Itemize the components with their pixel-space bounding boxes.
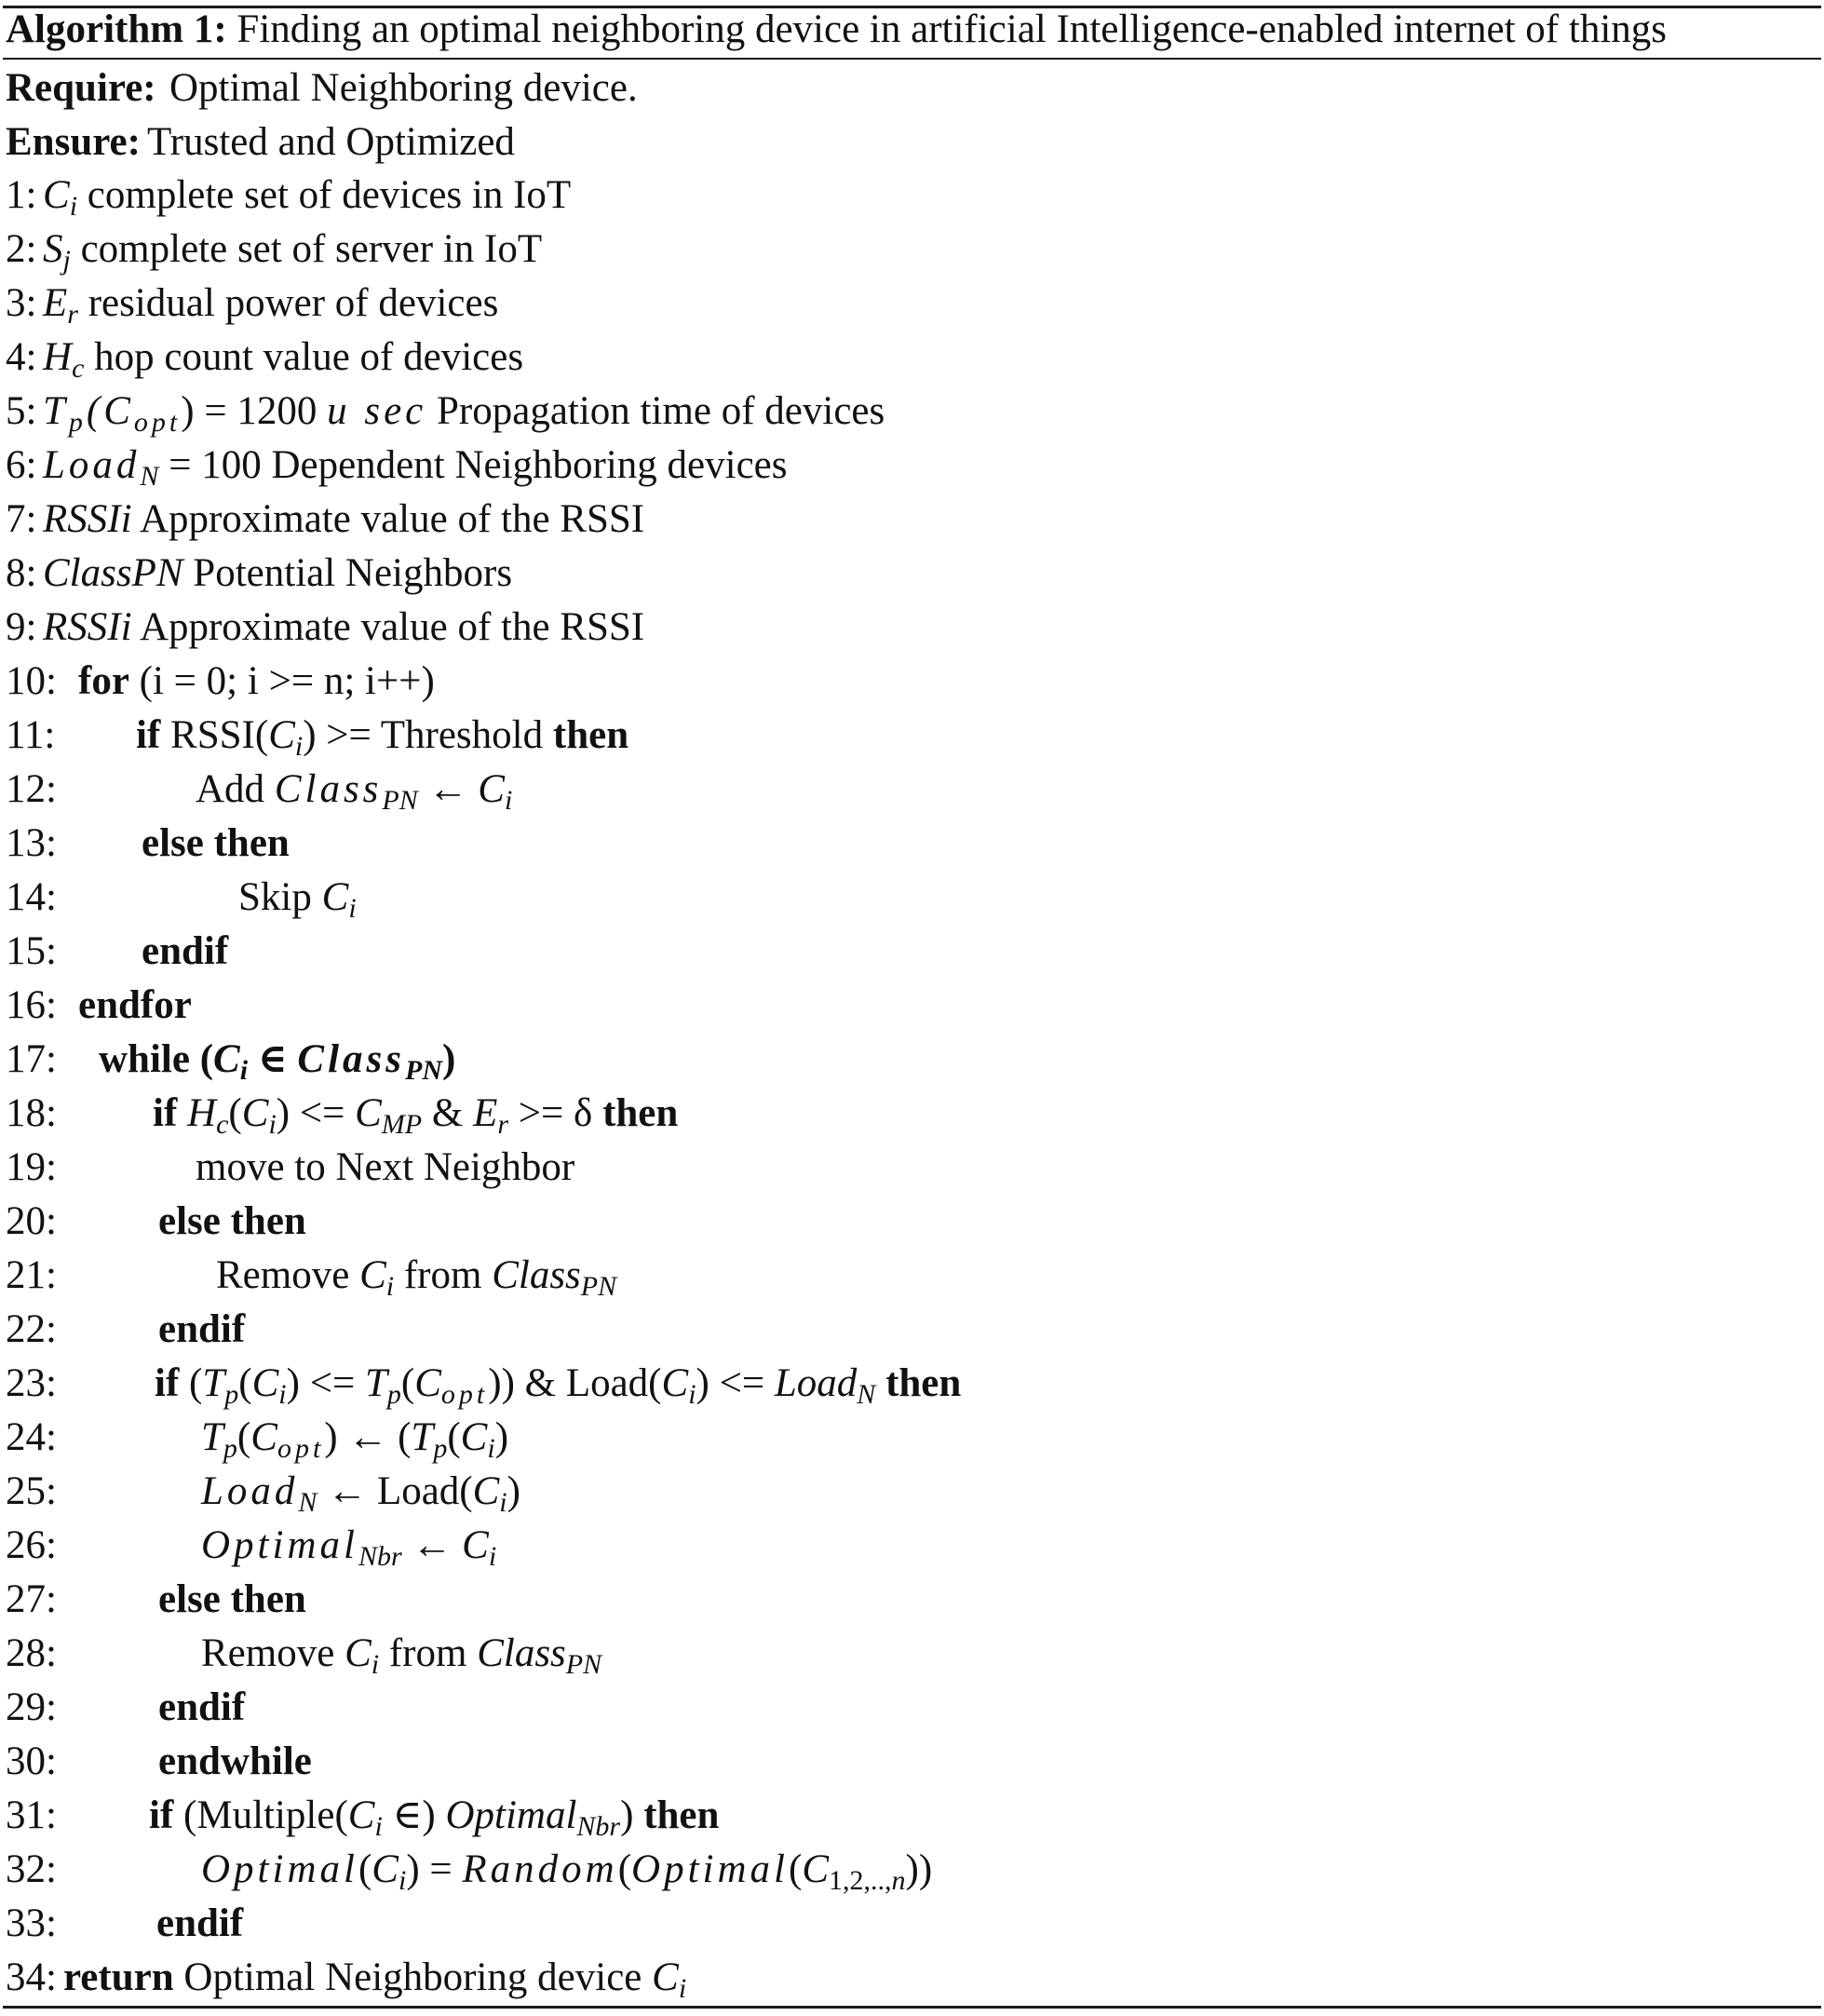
line-code [201,1843,932,1897]
line-text: ) <= [696,1361,765,1405]
line-text: ← Load( [327,1469,473,1513]
line-number: 16: [6,983,57,1027]
math-symbol: Random [462,1847,618,1891]
line-code [99,1033,455,1087]
line-code [43,547,512,601]
line-code [201,1411,508,1465]
keyword: then [885,1361,962,1405]
math-symbol: Optimal [201,1847,358,1891]
line-text: ( [236,1415,251,1459]
math-subscript: i [371,1649,380,1680]
math-subscript: r [67,299,78,330]
math-symbol: RSSIi [43,605,132,649]
math-symbol: ClassPN [43,551,183,595]
line-text: ) <= [286,1361,356,1405]
math-subscript: p [223,1433,237,1464]
math-subscript: j [62,245,71,276]
line-number: 5: [6,389,37,433]
line-number: 23: [6,1361,57,1405]
math-subscript: i [678,1973,687,2004]
line-text: ( [358,1847,372,1891]
line-number: 27: [6,1577,57,1621]
line-number: 8: [6,551,37,595]
math-subscript: MP [381,1109,423,1140]
math-symbol: C [462,1523,489,1567]
keyword: for [78,659,129,703]
line-text: from [403,1253,482,1297]
line-code [149,1789,719,1843]
line-text: Add [196,767,265,811]
math-subscript: r [497,1109,509,1140]
line-text: ) = 1200 [181,389,318,433]
math-subscript: N [298,1487,318,1518]
math-symbol: Class [274,767,383,811]
line-text: (Multiple( [183,1793,348,1837]
keyword: endif [158,1685,246,1729]
line-text: Remove [201,1631,335,1675]
keyword: endif [156,1901,244,1945]
math-symbol: Load [43,443,141,487]
math-subscript: i [348,893,357,924]
line-number: 29: [6,1685,57,1729]
line-number: 2: [6,227,37,271]
math-symbol: T [43,389,69,433]
keyword: endwhile [158,1739,312,1783]
line-number: 34: [6,1955,57,1999]
math-symbol: Optimal [445,1793,577,1837]
math-symbol: C [347,1793,375,1837]
math-subscript: 1,2,.., [829,1865,892,1896]
line-number: 15: [6,929,57,973]
line-text: & [431,1091,464,1135]
math-subscript: opt [133,407,182,438]
line-number: 31: [6,1793,57,1837]
line-text: ( [189,1361,203,1405]
line-number: 18: [6,1091,57,1135]
line-code [43,277,498,331]
math-subscript: i [294,731,304,762]
line-text: Approximate value of the RSSI [139,497,645,541]
line-text: ) = [406,1847,453,1891]
line-text: = 100 Dependent Neighboring devices [169,443,788,487]
math-subscript: i [504,785,513,816]
math-symbol: E [43,281,68,325]
line-text: RSSI( [170,713,269,757]
keyword: else then [158,1199,306,1243]
keyword: endif [142,929,229,973]
line-code [238,871,357,925]
math-symbol: C [321,875,349,919]
line-text: ( [238,1361,252,1405]
line-text: ) [620,1793,634,1837]
math-symbol: C [213,1037,240,1081]
keyword: if [136,713,161,757]
line-text: (i = 0; i >= n; i++) [139,659,435,703]
math-symbol: C [43,173,70,217]
math-subscript: i [69,191,78,222]
line-number: 14: [6,875,57,919]
line-number: 25: [6,1469,57,1513]
math-symbol: C [345,1631,372,1675]
math-symbol: T [201,1415,223,1459]
line-number: 28: [6,1631,57,1675]
line-text: ) >= Threshold [303,713,544,757]
line-text: ( [617,1847,632,1891]
math-subscript: N [857,1379,876,1410]
math-symbol: H [43,335,73,379]
keyword: while ( [99,1037,214,1081]
line-text: ) ← ( [324,1415,412,1459]
line-text: ( [228,1091,242,1135]
require-label: Require: [6,66,156,110]
keyword: if [155,1361,180,1405]
math-symbol: Class [477,1631,566,1675]
line-text: from [388,1631,467,1675]
math-symbol: C [478,767,505,811]
math-symbol: C [251,1361,279,1405]
line-text: complete set of devices in IoT [87,173,572,217]
math-subscript: i [688,1379,696,1410]
line-text: Potential Neighbors [193,551,513,595]
math-subscript: i [499,1487,507,1518]
keyword: then [643,1793,720,1837]
line-code [216,1249,616,1303]
line-number: 20: [6,1199,57,1243]
line-number: 30: [6,1739,57,1783]
math-symbol: C [460,1415,488,1459]
math-subscript: p [433,1433,448,1464]
line-text: move to Next Neighbor [196,1145,575,1189]
math-subscript: p [224,1379,239,1410]
line-number: 21: [6,1253,57,1297]
line-number: 24: [6,1415,57,1459]
math-subscript: i [487,1433,495,1464]
math-symbol: T [364,1361,387,1405]
math-symbol: C [372,1847,399,1891]
arrow-symbol: ← [412,1523,453,1567]
algorithm-label: Algorithm 1: [6,7,227,51]
line-text: ( [789,1847,803,1891]
line-number: 7: [6,497,37,541]
math-symbol: u sec [327,389,427,433]
math-symbol: (C [86,389,134,433]
math-symbol: C [359,1253,386,1297]
line-text: >= δ [518,1091,593,1135]
math-symbol: Optimal [201,1523,358,1567]
math-subscript: i [398,1865,407,1896]
require-text: Optimal Neighboring device. [169,66,638,110]
math-symbol: RSSIi [43,497,132,541]
math-subscript: N [140,461,159,492]
line-code [43,439,787,493]
math-symbol: Load [774,1361,858,1405]
math-symbol: Load [201,1469,299,1513]
math-subscript: PN [565,1649,602,1680]
math-symbol: C [661,1361,689,1405]
line-code [196,763,512,817]
line-code [43,493,644,547]
line-text: complete set of server in IoT [80,227,543,271]
line-code [63,1951,686,2005]
math-symbol: H [187,1091,217,1135]
math-symbol: C [355,1091,382,1135]
keyword: else then [158,1577,306,1621]
math-symbol: T [411,1415,434,1459]
keyword: else then [142,821,290,865]
title-rule [3,58,1821,60]
math-symbol: C [414,1361,441,1405]
line-number: 6: [6,443,37,487]
math-symbol: Class [297,1037,406,1081]
line-number: 4: [6,335,37,379]
line-code [155,1357,961,1411]
math-subscript: n [891,1865,906,1896]
math-subscript: Nbr [358,1541,402,1572]
element-of-symbol: ∈ [257,1037,288,1081]
math-symbol: S [43,227,63,271]
algorithm-title [6,4,1667,56]
math-subscript: i [268,1109,277,1140]
line-text: residual power of devices [88,281,499,325]
line-text: ( [447,1415,461,1459]
math-subscript: i [385,1271,395,1302]
line-text: ) [494,1415,509,1459]
math-symbol: C [652,1955,679,1999]
algorithm-title-text: Finding an optimal neighboring device in artificial Intelligence-enabled internet of things [236,7,1667,51]
line-text: Optimal Neighboring device [183,1955,642,1999]
line-number: 17: [6,1037,57,1081]
math-symbol: T [202,1361,225,1405]
math-symbol: C [250,1415,277,1459]
keyword: endfor [78,983,192,1027]
line-code [43,169,571,223]
math-subscript: opt [277,1433,325,1464]
keyword: endif [158,1307,246,1351]
line-text: ( [400,1361,415,1405]
ensure-label: Ensure: [6,120,141,164]
line-number: 3: [6,281,37,325]
line-text: Approximate value of the RSSI [139,605,645,649]
math-subscript: PN [405,1055,443,1086]
line-text: Skip [238,875,312,919]
line-text: ) <= [276,1091,345,1135]
math-symbol: E [473,1091,498,1135]
math-subscript: PN [580,1271,617,1302]
line-number: 33: [6,1901,57,1945]
ensure-text: Trusted and Optimized [147,120,515,164]
line-text: hop count value of devices [94,335,524,379]
bottom-rule [3,2006,1821,2009]
line-code [201,1627,601,1681]
line-code [136,709,628,763]
line-text: Propagation time of devices [437,389,885,433]
math-subscript: i [374,1811,383,1842]
math-subscript: PN [382,785,418,816]
math-subscript: c [216,1109,229,1140]
keyword: if [153,1091,178,1135]
math-subscript: p [68,407,87,438]
line-code [201,1519,496,1573]
line-code [201,1465,520,1519]
math-symbol: C [268,713,295,757]
line-code [43,385,885,439]
line-text: ∈) [392,1793,436,1837]
math-subscript: Nbr [576,1811,621,1842]
line-text: Remove [216,1253,350,1297]
math-symbol: C [241,1091,269,1135]
line-number: 1: [6,173,37,217]
line-text: )) [905,1847,933,1891]
line-number: 10: [6,659,57,703]
math-subscript: i [239,1055,249,1086]
keyword: return [63,1955,174,1999]
keyword: if [149,1793,174,1837]
line-code [43,331,523,385]
line-number: 12: [6,767,57,811]
arrow-symbol: ← [427,767,468,811]
math-symbol: C [472,1469,500,1513]
line-code [153,1087,678,1141]
math-subscript: i [488,1541,497,1572]
math-subscript: opt [440,1379,489,1410]
keyword: then [602,1091,679,1135]
line-number: 11: [6,713,56,757]
keyword: then [552,713,629,757]
line-number: 26: [6,1523,57,1567]
keyword: ) [442,1037,456,1081]
math-symbol: Optimal [631,1847,789,1891]
math-subscript: c [72,353,85,384]
math-subscript: p [386,1379,401,1410]
line-code [43,223,542,277]
math-symbol: Class [492,1253,581,1297]
line-number: 32: [6,1847,57,1891]
math-symbol: C [802,1847,830,1891]
line-number: 19: [6,1145,57,1189]
line-number: 22: [6,1307,57,1351]
line-number: 13: [6,821,57,865]
line-text: ) [507,1469,520,1513]
line-number: 9: [6,605,37,649]
line-code [78,655,435,709]
math-subscript: i [278,1379,287,1410]
line-code [43,601,644,655]
line-text: )) & Load( [488,1361,662,1405]
